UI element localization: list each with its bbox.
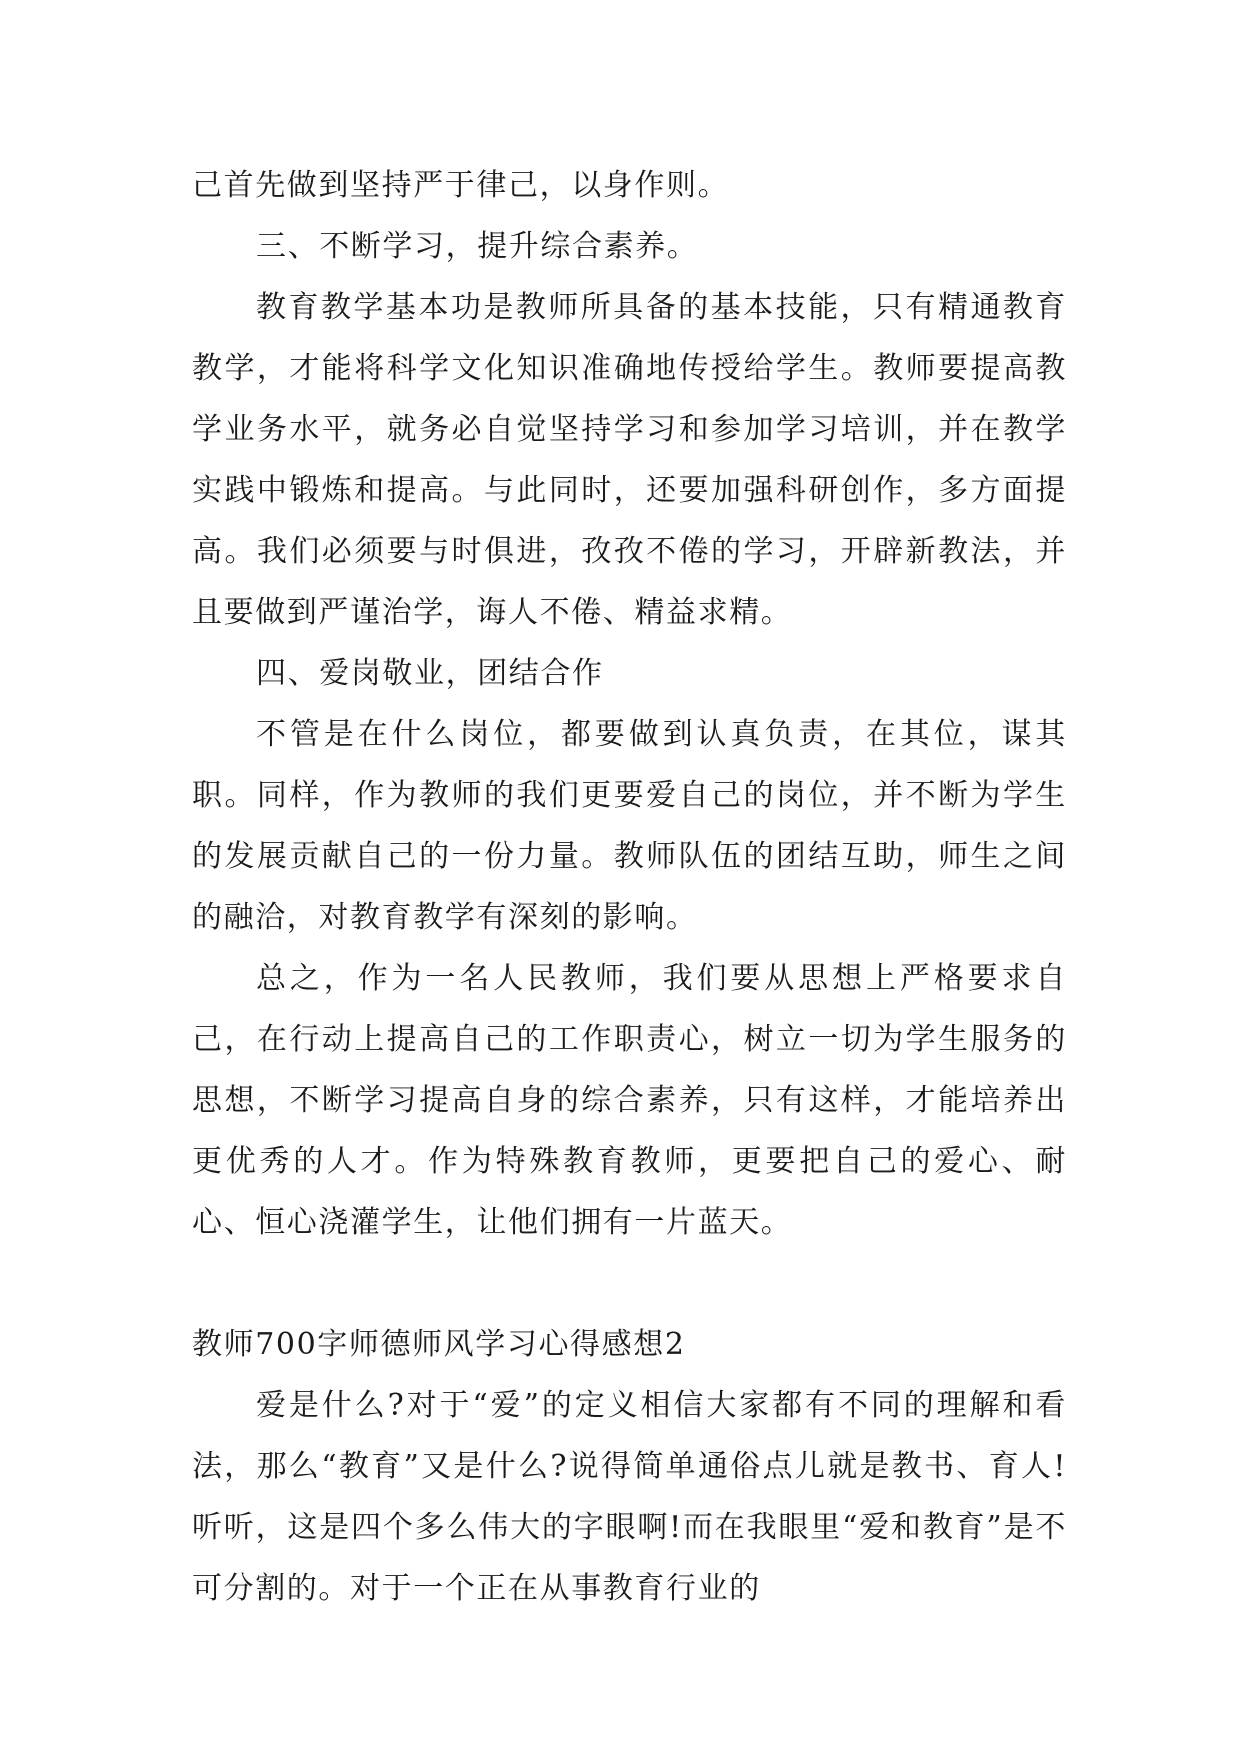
- section-title: 教师700字师德师风学习心得感想2: [192, 1327, 686, 1362]
- paragraph-continuation: 己首先做到坚持严于律己，以身作则。: [192, 168, 730, 203]
- document-body: [192, 155, 1067, 1619]
- heading-section-four: 四、爱岗敬业，团结合作: [256, 656, 604, 691]
- heading-section-three: 三、不断学习，提升综合素养。: [256, 229, 699, 264]
- paragraph-learning: 教育教学基本功是教师所具备的基本技能，只有精通教育教学，才能将科学文化知识准确地传授给学生。教师要提高教学业务水平，就务必自觉坚持学习和参加学习培训，并在教学实践中锻炼和提高。与此同时，还要加强科研创作，多方面提高。我们必须要与时俱进，孜孜不倦的学习，开辟新教法，并且要做到严谨治学，诲人不倦、精益求精。: [192, 290, 1067, 630]
- paragraph-conclusion: 总之，作为一名人民教师，我们要从思想上严格要求自己，在行动上提高自己的工作职责心，树立一切为学生服务的思想，不断学习提高自身的综合素养，只有这样，才能培养出更优秀的人才。作为特殊教育教师，更要把自己的爱心、耐心、恒心浇灌学生，让他们拥有一片蓝天。: [192, 961, 1067, 1240]
- paragraph-love-education: 爱是什么?对于“爱”的定义相信大家都有不同的理解和看法，那么“教育”又是什么?说得简单通俗点儿就是教书、育人!听听，这是四个多么伟大的字眼啊!而在我眼里“爱和教育”是不可分割的。对于一个正在从事教育行业的: [192, 1388, 1067, 1606]
- paragraph-dedication: 不管是在什么岗位，都要做到认真负责，在其位，谋其职。同样，作为教师的我们更要爱自己的岗位，并不断为学生的发展贡献自己的一份力量。教师队伍的团结互助，师生之间的融洽，对教育教学有深刻的影响。: [192, 717, 1067, 935]
